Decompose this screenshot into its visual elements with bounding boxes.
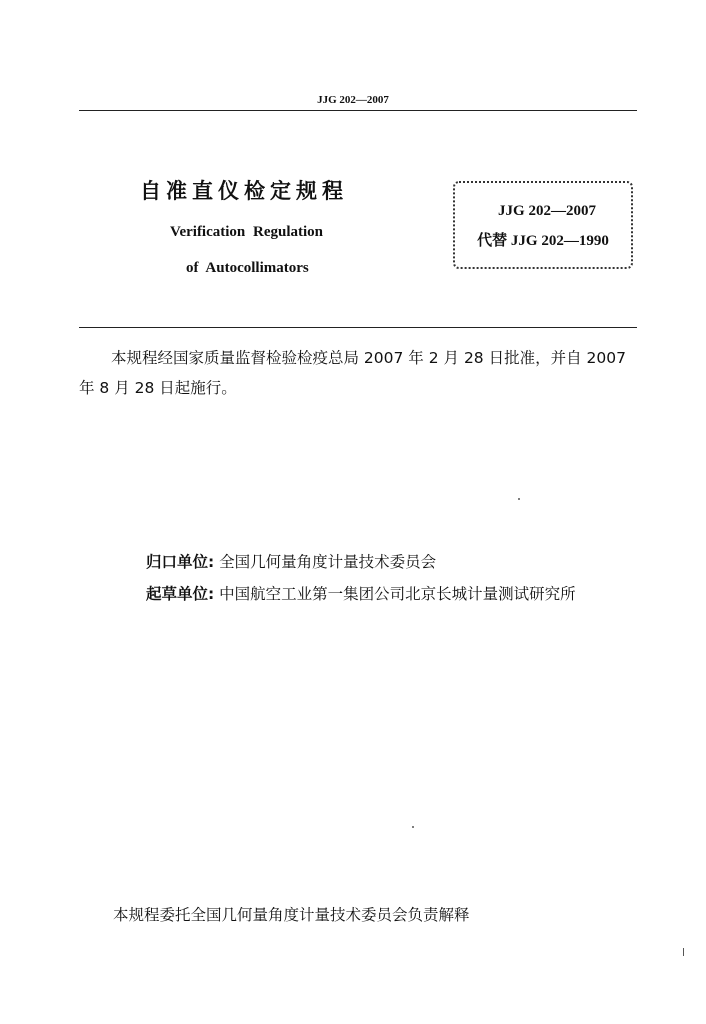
- title-chinese: 自准直仪检定规程: [140, 179, 348, 203]
- responsible-unit-value: 全国几何量角度计量技术委员会: [219, 553, 437, 571]
- scan-speck: [683, 948, 684, 956]
- scan-speck: [518, 498, 520, 500]
- approval-paragraph: 本规程经国家质量监督检验检疫总局 2007 年 2 月 28 日批准，并自 2007 年 8 月 28 日起施行。: [79, 349, 626, 397]
- standard-code: JJG 202—2007: [498, 203, 596, 219]
- title-english-line1: Verification Regulation: [170, 224, 324, 240]
- drafting-unit-label: 起草单位:: [146, 585, 215, 603]
- scan-speck: [412, 826, 414, 828]
- middle-rule: [79, 327, 637, 328]
- responsible-unit-row: [146, 550, 436, 572]
- title-english-line2: of Autocollimators: [186, 260, 309, 276]
- interpretation-note: 本规程委托全国几何量角度计量技术委员会负责解释: [113, 906, 470, 924]
- drafting-unit-value: 中国航空工业第一集团公司北京长城计量测试研究所: [219, 585, 576, 603]
- top-rule: [79, 110, 637, 111]
- standard-code-box: [453, 181, 633, 269]
- running-head: JJG 202—2007: [317, 94, 389, 106]
- drafting-unit-row: [146, 582, 576, 604]
- responsible-unit-label: 归口单位:: [146, 553, 215, 571]
- replaces-code: 代替 JJG 202—1990: [477, 233, 609, 249]
